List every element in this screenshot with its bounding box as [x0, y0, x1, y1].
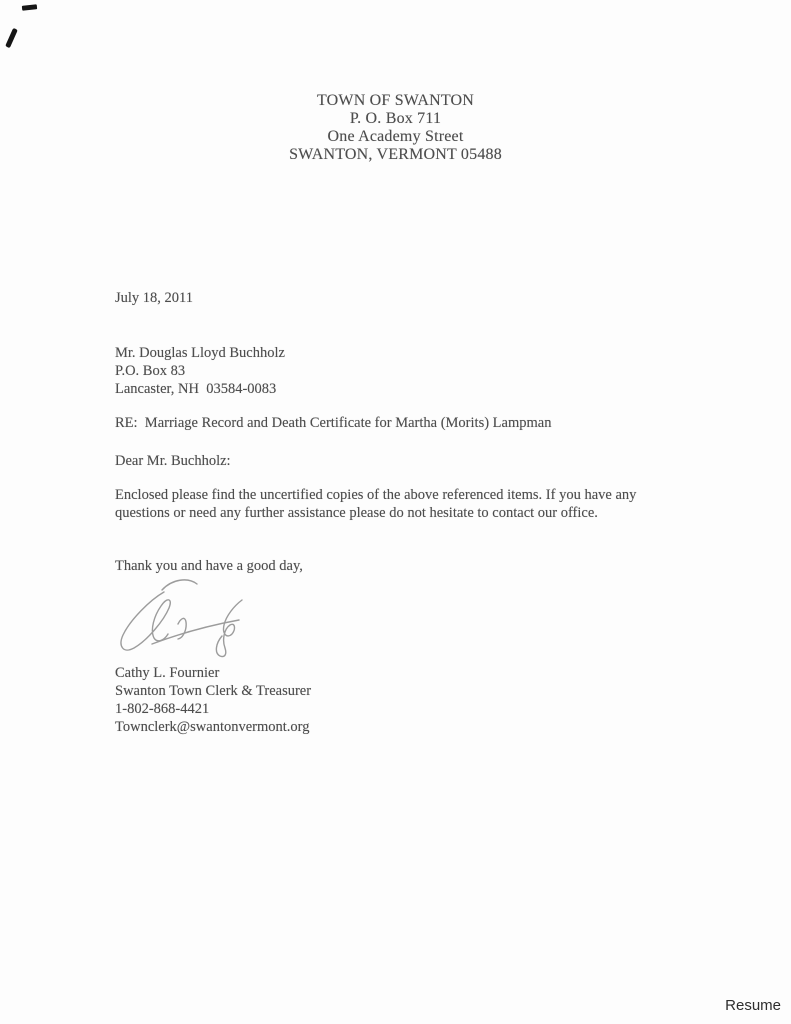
letterhead: [0, 92, 791, 164]
body-line: questions or need any further assistance please do not hesitate to contact our office.: [115, 505, 598, 521]
letter-date: July 18, 2011: [115, 290, 194, 306]
signature-block: [115, 664, 311, 736]
signer-name: Cathy L. Fournier: [115, 665, 220, 681]
subject-line: RE: Marriage Record and Death Certificate for Martha (Morits) Lampman: [115, 415, 552, 431]
signature-icon: [106, 578, 264, 666]
letterhead-org-name: TOWN OF SWANTON: [316, 92, 475, 109]
body-line: Enclosed please find the uncertified copies of the above referenced items. If you have any: [115, 487, 637, 503]
letterhead-street: One Academy Street: [327, 128, 464, 145]
recipient-address: [115, 344, 285, 398]
resume-link[interactable]: Resume: [725, 997, 781, 1014]
letter-body: [115, 486, 700, 522]
recipient-po-box: P.O. Box 83: [115, 363, 186, 379]
handwritten-signature-graphic: [106, 578, 264, 666]
signer-email: Townclerk@swantonvermont.org: [115, 719, 310, 735]
salutation: Dear Mr. Buchholz:: [115, 453, 231, 469]
scan-artifact-dash: [22, 4, 37, 11]
signer-title: Swanton Town Clerk & Treasurer: [115, 683, 312, 699]
recipient-name: Mr. Douglas Lloyd Buchholz: [115, 345, 285, 361]
scan-artifact-diagonal: [5, 28, 18, 48]
signer-phone: 1-802-868-4421: [115, 701, 210, 717]
recipient-city-state-zip: Lancaster, NH 03584-0083: [115, 381, 277, 397]
letterhead-city-state-zip: SWANTON, VERMONT 05488: [289, 146, 502, 163]
closing-line: Thank you and have a good day,: [115, 558, 303, 574]
letterhead-po-box: P. O. Box 711: [349, 110, 442, 127]
